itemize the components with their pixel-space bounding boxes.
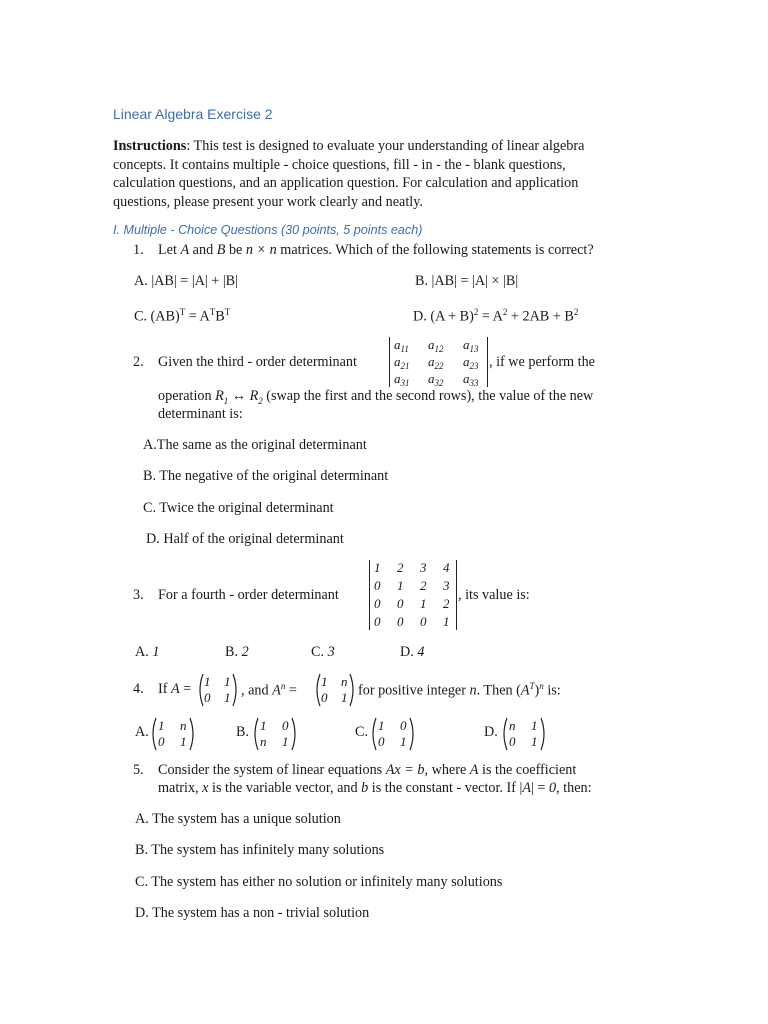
determinant-4x4 — [369, 560, 457, 630]
q4-text-end: for positive integer n. Then $(A^T)^n$ is: — [358, 681, 561, 699]
det-cell: 1 — [420, 596, 427, 611]
q3-option-a: A. 1 — [135, 644, 160, 660]
q1-option-d: D. $(A + B)^2 = A^2 + 2AB + B^2$ — [413, 307, 579, 325]
det-cell: 0 — [374, 596, 381, 611]
q5-option-a: A. The system has a unique solution — [135, 811, 341, 827]
right-paren — [348, 673, 356, 707]
q5-option-d: D. The system has a non - trivial solution — [135, 905, 370, 921]
q3-option-b: B. 2 — [225, 644, 249, 660]
det-cell: $a_{11}$ — [394, 337, 409, 354]
instructions-line-1: : This test is designed to evaluate your understanding of linear algebra — [186, 138, 585, 154]
det-cell: 0 — [397, 614, 404, 629]
question-number: 1. — [133, 242, 144, 258]
q2-option-a: A.The same as the original determinant — [143, 437, 367, 453]
det-cell: 0 — [420, 614, 427, 629]
q3-option-c: C. 3 — [311, 644, 335, 660]
q1-option-a: A. |AB| = |A| + |B| — [134, 273, 238, 289]
det-cell: $a_{12}$ — [428, 337, 444, 354]
q2-line-3: determinant is: — [158, 406, 243, 422]
q1-option-b: B. |AB| = |A| × |B| — [415, 273, 519, 289]
right-paren — [231, 673, 239, 707]
det-cell: $a_{32}$ — [428, 371, 444, 388]
q4-option-c-matrix: 1 0 0 1 — [370, 717, 416, 751]
q2-option-c: C. Twice the original determinant — [143, 500, 334, 516]
q2-line-2: operation $R_1$ ↔ $R_2$ (swap the first and the second rows), the value of the new — [158, 388, 594, 406]
question-number: 2. — [133, 354, 144, 370]
det-cell: 4 — [443, 560, 450, 575]
question-text: Let A and B be n × n matrices. Which of the following statements is correct? — [158, 242, 594, 258]
det-cell: 3 — [443, 578, 450, 593]
q4-text-mid: , and $A^n$ = — [241, 681, 297, 699]
question-text: If A = — [158, 681, 192, 697]
question-text: Consider the system of linear equations Ax = b, where A is the coefficient — [158, 762, 577, 778]
det-cell: $a_{23}$ — [463, 354, 479, 371]
det-cell: $a_{21}$ — [394, 354, 410, 371]
det-cell: 0 — [397, 596, 404, 611]
question-number: 3. — [133, 587, 144, 603]
instructions-line-4: questions, please present your work clearly and neatly. — [113, 193, 423, 210]
q2-option-b: B. The negative of the original determinant — [143, 468, 389, 484]
question-number: 4. — [133, 681, 144, 697]
instructions-line-2: concepts. It contains multiple - choice questions, fill - in - the - blank questions, — [113, 156, 566, 173]
q4-option-c-label: C. — [355, 724, 369, 740]
matrix-An: 1 n 0 1 — [314, 673, 356, 707]
det-cell: $a_{33}$ — [463, 371, 479, 388]
det-cell: 1 — [397, 578, 404, 593]
det-cell: 0 — [374, 578, 381, 593]
question-text: For a fourth - order determinant — [158, 587, 339, 603]
q3-option-d: D. 4 — [400, 644, 425, 660]
instructions-label: Instructions — [113, 138, 187, 154]
determinant-3x3 — [389, 337, 488, 387]
det-cell: $a_{13}$ — [463, 337, 479, 354]
q5-option-b: B. The system has infinitely many solutions — [135, 842, 385, 858]
q4-option-a-label: A. — [135, 724, 149, 740]
det-cell: 2 — [397, 560, 404, 575]
det-cell: 3 — [420, 560, 427, 575]
q4-option-a-matrix: 1 n 0 1 — [150, 717, 196, 751]
section-heading: I. Multiple - Choice Questions (30 points, 5 points each) — [113, 223, 423, 237]
det-cell: 2 — [443, 596, 450, 611]
det-cell: 1 — [374, 560, 381, 575]
det-cell: $a_{22}$ — [428, 354, 444, 371]
q5-line-2: matrix, x is the variable vector, and b is the constant - vector. If |A| = 0, then: — [158, 780, 592, 796]
q1-option-c: C. $(AB)^T = A^TB^T$ — [134, 307, 231, 325]
q4-option-b-label: B. — [236, 724, 250, 740]
instructions-paragraph — [113, 137, 658, 211]
question-text: Given the third - order determinant — [158, 354, 357, 370]
q4-option-d-label: D. — [484, 724, 498, 740]
question-number: 5. — [133, 762, 144, 778]
det-cell: 0 — [374, 614, 381, 629]
instructions-line-3: calculation questions, and an application question. For calculation and application — [113, 175, 579, 192]
det-cell: 2 — [420, 578, 427, 593]
det-cell: $a_{31}$ — [394, 371, 410, 388]
q5-option-c: C. The system has either no solution or infinitely many solutions — [135, 874, 503, 890]
q4-option-b-matrix: 1 0 n 1 — [252, 717, 298, 751]
det-cell: 1 — [443, 614, 450, 629]
document-title: Linear Algebra Exercise 2 — [113, 106, 273, 122]
q2-text-after: , if we perform the — [489, 354, 595, 370]
q2-option-d: D. Half of the original determinant — [146, 531, 344, 547]
q3-text-after: , its value is: — [458, 587, 530, 603]
matrix-A: 1 1 0 1 — [197, 673, 239, 707]
q4-option-d-matrix: n 1 0 1 — [501, 717, 547, 751]
